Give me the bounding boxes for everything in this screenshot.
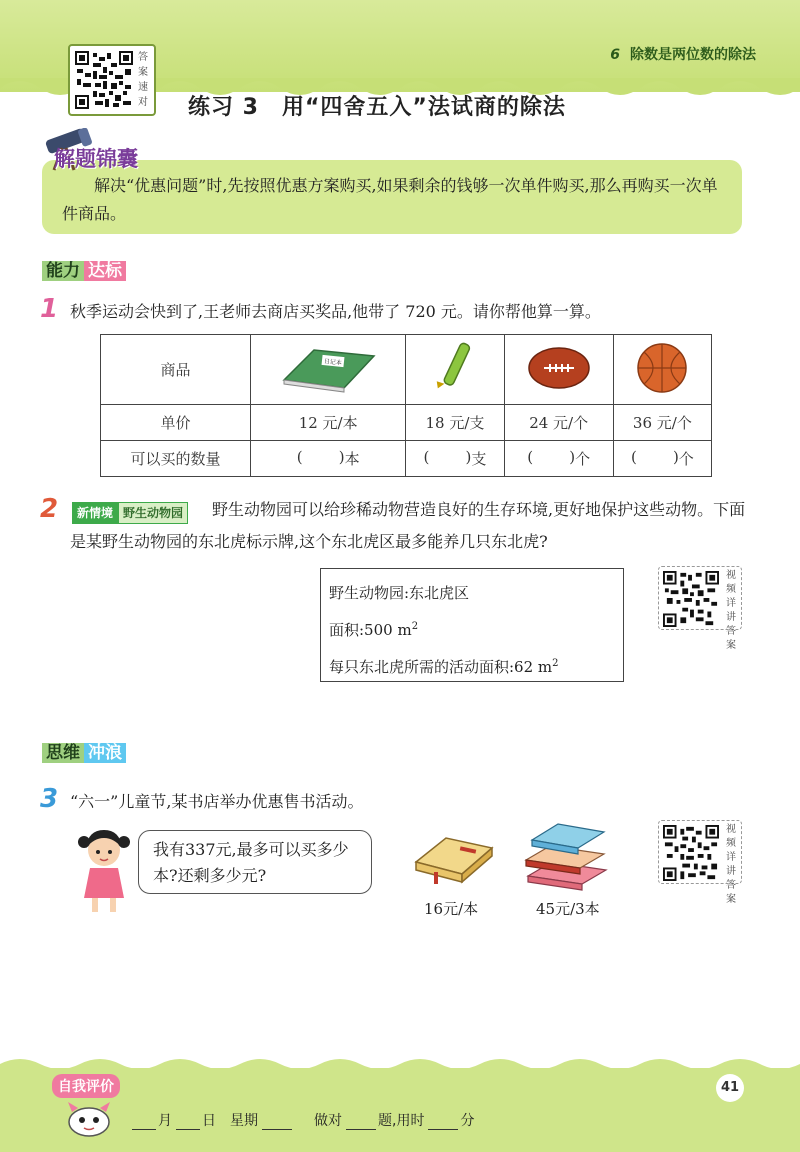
sign-line-3: 每只东北虎所需的活动面积:62 $m^2$ bbox=[329, 658, 559, 676]
question-1-number: 1 bbox=[40, 294, 59, 324]
quantity-answer-blank[interactable] bbox=[251, 441, 406, 477]
question-1-text: 秋季运动会快到了,王老师去商店买奖品,他带了 720 元。请你帮他算一算。 bbox=[70, 302, 601, 321]
badge-part-a: 新情境 bbox=[72, 502, 118, 524]
goods-table bbox=[100, 334, 712, 477]
section-label-part-b: 冲浪 bbox=[84, 743, 126, 763]
single-book-icon bbox=[412, 832, 496, 894]
week-label: 星期 bbox=[230, 1113, 258, 1129]
speech-bubble: 我有337元,最多可以买多少本?还剩多少元? bbox=[138, 830, 372, 894]
sign-line-1: 野生动物园:东北虎区 bbox=[329, 584, 470, 602]
answer-qr-code[interactable] bbox=[68, 44, 156, 116]
unit-label: 支 bbox=[471, 450, 487, 468]
question-2-number: 2 bbox=[40, 494, 59, 524]
self-evaluation-label: 自我评价 bbox=[52, 1074, 120, 1098]
book-stack-icon bbox=[522, 818, 612, 894]
tiger-area-sign bbox=[320, 568, 624, 682]
question-3-number: 3 bbox=[40, 784, 59, 814]
notebook-icon bbox=[278, 340, 378, 396]
questions-time-label: 题,用时 bbox=[378, 1113, 425, 1129]
table-row bbox=[101, 335, 712, 405]
unit-label: 个 bbox=[575, 450, 591, 468]
tip-box bbox=[42, 160, 742, 234]
qr-code-icon bbox=[663, 571, 719, 627]
price-cell: 12 元/本 bbox=[251, 405, 406, 441]
minutes-label: 分 bbox=[460, 1113, 475, 1129]
section-label-part-a: 能力 bbox=[42, 261, 84, 281]
single-book-price: 16元/本 bbox=[424, 900, 479, 918]
correct-label: 做对 bbox=[314, 1113, 342, 1129]
table-header-goods: 商品 bbox=[101, 335, 251, 405]
time-blank[interactable] bbox=[428, 1116, 458, 1130]
footer-wave bbox=[0, 1054, 800, 1074]
paren-close: ) bbox=[338, 448, 345, 466]
notebook-cell bbox=[251, 335, 406, 405]
table-header-quantity: 可以买的数量 bbox=[101, 441, 251, 477]
quantity-answer-blank[interactable] bbox=[504, 441, 613, 477]
page-number: 41 bbox=[716, 1074, 744, 1102]
notebook-cover-label: 日记本 bbox=[323, 357, 343, 367]
question-2-text: 野生动物园可以给珍稀动物营造良好的生存环境,更好地保护这些动物。下面是某野生动物园的东北虎标示牌,这个东北虎区最多能养几只东北虎? bbox=[70, 500, 746, 551]
paren-close: ) bbox=[465, 448, 472, 466]
unit-label: 本 bbox=[344, 450, 360, 468]
section-label-ability bbox=[42, 258, 126, 284]
correct-blank[interactable] bbox=[346, 1116, 376, 1130]
price-cell: 36 元/个 bbox=[613, 405, 711, 441]
girl-character-icon bbox=[74, 826, 134, 916]
basketball-cell bbox=[613, 335, 711, 405]
table-row bbox=[101, 405, 712, 441]
superscript: 2 bbox=[552, 658, 559, 669]
footer-record-line bbox=[130, 1110, 476, 1130]
quantity-answer-blank[interactable] bbox=[613, 441, 711, 477]
month-label: 月 bbox=[158, 1113, 172, 1129]
tip-text: 解决“优惠问题”时,先按照优惠方案购买,如果剩余的钱够一次单件购买,那么再购买一次单件商品。 bbox=[62, 176, 718, 223]
football-cell bbox=[504, 335, 613, 405]
section-label-part-b: 达标 bbox=[84, 261, 126, 281]
basketball-icon bbox=[632, 340, 692, 396]
chapter-heading bbox=[610, 44, 756, 64]
video-answer-qr-code[interactable] bbox=[658, 820, 742, 905]
paren-close: ) bbox=[569, 448, 576, 466]
week-blank[interactable] bbox=[262, 1116, 292, 1130]
chapter-number: 6 bbox=[610, 47, 620, 63]
paren-open: ( bbox=[296, 448, 303, 466]
mascot-icon bbox=[64, 1098, 114, 1138]
qr-caption: 答案速对 bbox=[138, 52, 148, 108]
paren-open: ( bbox=[423, 448, 430, 466]
paren-open: ( bbox=[630, 448, 637, 466]
unit-label: 个 bbox=[678, 450, 694, 468]
pen-icon bbox=[425, 340, 485, 396]
tip-label: 解题锦囊 bbox=[54, 147, 138, 171]
day-label: 日 bbox=[202, 1113, 216, 1129]
superscript: 2 bbox=[411, 621, 419, 632]
sign-line-2: 面积:500 $m^2$ bbox=[329, 621, 419, 639]
video-answer-qr-code[interactable] bbox=[658, 566, 742, 651]
book-set-price: 45元/3本 bbox=[536, 900, 600, 918]
page-title: 练习 3 用“四舍五入”法试商的除法 bbox=[188, 95, 566, 120]
quantity-answer-blank[interactable] bbox=[406, 441, 504, 477]
qr-caption: 视频详讲答案 bbox=[726, 824, 736, 905]
price-cell: 18 元/支 bbox=[406, 405, 504, 441]
qr-code-icon bbox=[75, 51, 133, 109]
qr-code-icon bbox=[663, 825, 719, 881]
pen-cell bbox=[406, 335, 504, 405]
paren-open: ( bbox=[527, 448, 534, 466]
chapter-title: 除数是两位数的除法 bbox=[630, 47, 756, 63]
badge-part-b: 野生动物园 bbox=[118, 502, 188, 524]
table-header-price: 单价 bbox=[101, 405, 251, 441]
paren-close: ) bbox=[672, 448, 679, 466]
table-row bbox=[101, 441, 712, 477]
price-cell: 24 元/个 bbox=[504, 405, 613, 441]
qr-caption: 视频详讲答案 bbox=[726, 570, 736, 651]
question-3-text: “六一”儿童节,某书店举办优惠售书活动。 bbox=[70, 792, 364, 811]
day-blank[interactable] bbox=[176, 1116, 200, 1130]
section-label-thinking bbox=[42, 740, 126, 766]
section-label-part-a: 思维 bbox=[42, 743, 84, 763]
rugby-ball-icon bbox=[524, 340, 594, 396]
month-blank[interactable] bbox=[132, 1116, 156, 1130]
